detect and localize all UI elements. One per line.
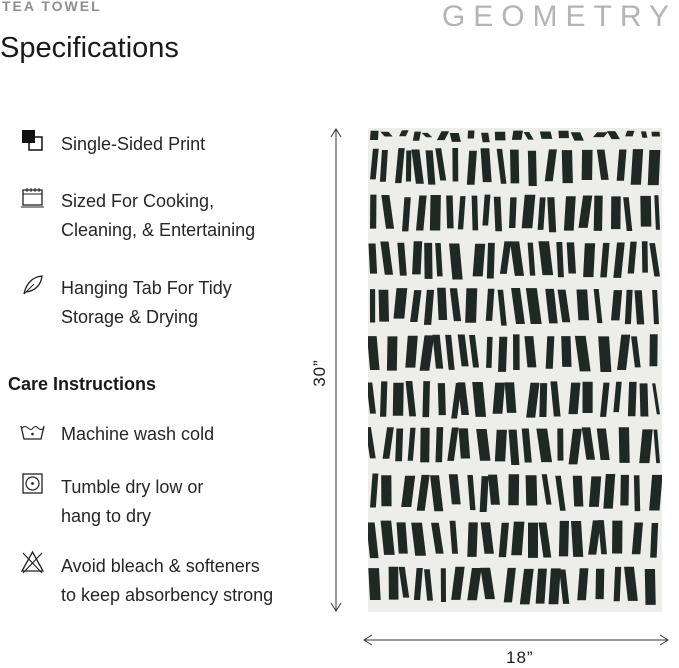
towel-stroke — [582, 150, 593, 180]
width-dimension-line — [360, 630, 672, 650]
towel-stroke — [558, 131, 569, 138]
single-sided-print-icon — [20, 128, 46, 154]
height-label: 30” — [310, 359, 329, 387]
towel-stroke — [424, 243, 432, 279]
towel-stroke — [564, 196, 576, 230]
towel-stroke — [528, 151, 537, 186]
towel-stroke — [472, 196, 479, 231]
towel-stroke — [512, 131, 523, 140]
towel-stroke — [465, 288, 477, 323]
towel-stroke — [509, 197, 517, 228]
towel-stroke — [420, 428, 429, 463]
care-item-dry — [20, 473, 203, 531]
towel-stroke — [437, 288, 447, 320]
towel-stroke — [467, 522, 478, 557]
towel-stroke — [510, 150, 519, 184]
towel-stroke — [611, 196, 621, 229]
towel-stroke — [487, 243, 495, 279]
towel-stroke — [628, 382, 637, 416]
towel-stroke — [395, 428, 403, 461]
leaf-icon — [20, 272, 46, 298]
towel-stroke — [381, 475, 391, 506]
towel-stroke — [528, 523, 538, 558]
towel-stroke — [422, 381, 430, 417]
towel-stroke — [435, 427, 443, 462]
towel-stroke — [651, 132, 660, 137]
width-label: 18” — [506, 648, 534, 667]
towel-stroke — [481, 133, 490, 143]
towel-stroke — [379, 290, 389, 322]
towel-stroke — [562, 150, 573, 183]
towel-stroke — [370, 289, 375, 322]
towel-stroke — [406, 151, 411, 182]
towel-stroke — [370, 195, 376, 229]
tumble-dry-low-icon — [20, 471, 46, 497]
towel-stroke — [498, 337, 507, 372]
towel-stroke — [486, 337, 493, 368]
spec-label: Hanging Tab For Tidy Storage & Drying — [61, 278, 232, 327]
care-item-wash — [20, 420, 214, 449]
towel-stroke — [557, 429, 563, 461]
towel-stroke — [495, 430, 507, 462]
towel-stroke — [452, 148, 458, 182]
spec-item-single-sided — [20, 130, 205, 159]
towel-stroke — [539, 383, 547, 417]
height-label-box — [304, 355, 334, 395]
tea-towel-image — [368, 128, 662, 612]
towel-stroke — [583, 243, 595, 277]
towel-stroke — [380, 381, 387, 416]
product-type-label: TEA TOWEL — [2, 0, 102, 14]
towel-stroke — [620, 475, 629, 506]
spec-item-hanging-tab — [20, 274, 232, 332]
spec-label: Sized For Cooking, Cleaning, & Entertaining — [61, 191, 256, 240]
towel-stroke — [595, 569, 604, 599]
towel-stroke — [642, 241, 648, 272]
towel-stroke — [430, 195, 441, 230]
no-bleach-icon — [20, 550, 46, 576]
towel-stroke — [389, 567, 399, 600]
towel-stroke — [370, 131, 379, 140]
towel-stroke — [612, 521, 622, 554]
spec-label: Single-Sided Print — [61, 134, 206, 154]
towel-stroke — [508, 474, 519, 505]
towel-stroke — [412, 241, 422, 274]
page-title: Specifications — [0, 32, 179, 64]
towel-stroke — [387, 336, 398, 370]
spec-item-sizing — [20, 187, 255, 245]
towel-stroke — [619, 427, 630, 463]
towel-stroke — [526, 475, 538, 505]
sizing-icon — [20, 185, 46, 211]
towel-stroke — [495, 132, 506, 141]
towel-stroke — [513, 334, 520, 370]
towel-stroke — [645, 569, 656, 605]
towel-stroke — [648, 150, 661, 185]
towel-stroke — [540, 131, 552, 138]
towel-stroke — [441, 568, 446, 602]
towel-stroke — [573, 476, 584, 507]
towel-stroke — [640, 196, 651, 227]
care-item-bleach — [20, 552, 273, 610]
care-instructions-heading: Care Instructions — [8, 374, 157, 394]
towel-stroke — [468, 130, 475, 138]
towel-stroke — [561, 336, 571, 367]
towel-stroke — [559, 521, 569, 557]
towel-stroke — [368, 568, 380, 600]
towel-stroke — [594, 196, 603, 231]
towel-stroke — [634, 475, 640, 511]
towel-stroke — [393, 383, 404, 416]
towel-stroke — [582, 382, 592, 413]
care-label: Tumble dry low or hang to dry — [61, 477, 204, 526]
towel-stroke — [446, 195, 453, 228]
machine-wash-cold-icon — [20, 418, 46, 444]
towel-stroke — [640, 383, 649, 416]
brand-logo: GEOMETRY — [441, 0, 677, 33]
care-label: Avoid bleach & softeners to keep absorbency strong — [61, 556, 274, 605]
towel-stroke — [649, 334, 657, 366]
towel-stroke — [438, 383, 446, 415]
towel-stroke — [576, 289, 589, 320]
care-label: Machine wash cold — [61, 424, 215, 444]
